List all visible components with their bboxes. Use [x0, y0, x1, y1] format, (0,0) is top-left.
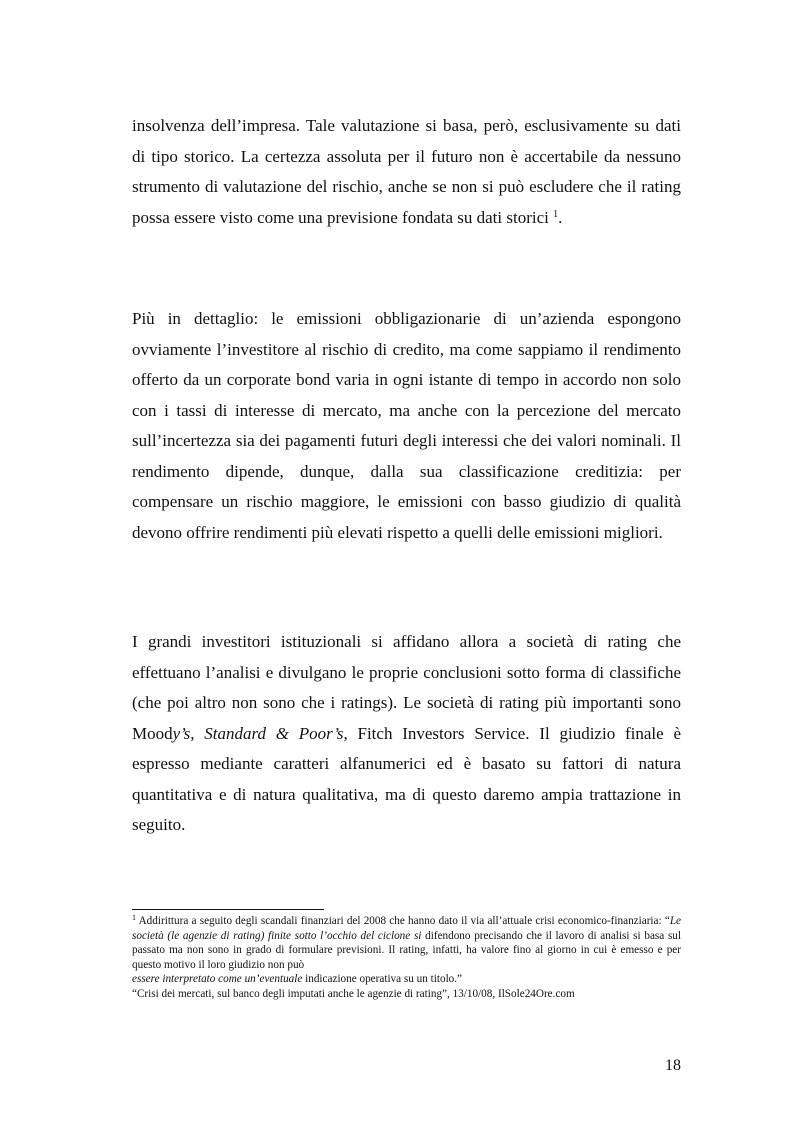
footnote-number: 1: [132, 913, 136, 922]
footnote-separator: [132, 909, 324, 910]
footnote-1: $^1$ Addirittura a seguito degli scandali finanziari del 2008 che hanno dato il via all’attuale crisi economico-finanziaria: “Le società (le agenzie di rating) finite sotto l’occhio del ciclone si difendono precisando che il lavoro di analisi si basa sul passato ma non sono in grado di formulare previsioni. Il rating, infatti, ha valore fino al giorno in cui è emesso e per questo motivo il loro giudizio non può essere interpretato come un’eventuale indicazione operativa su un titolo.” “Crisi dei mercati, sul banco degli imputati anche le agenzie di rating”, 13/10/08, IlSole24Ore.com: [132, 913, 681, 1000]
page-number: 18: [665, 1057, 681, 1074]
paragraph-2: Più in dettaglio: le emissioni obbligazionarie di un’azienda espongono ovviamente l’investitore al rischio di credito, ma come sappiamo il rendimento offerto da un corporate bond varia in ogni istante di tempo in accordo non solo con i tassi di interesse di mercato, ma anche con la percezione del mercato sull’incertezza sia dei pagamenti futuri degli interessi che dei valori nominali. Il rendimento dipende, dunque, dalla sua classificazione creditizia: per compensare un rischio maggiore, le emissioni con basso giudizio di qualità devono offrire rendimenti più elevati rispetto a quelli delle emissioni migliori.: [132, 309, 681, 542]
paragraph-1: insolvenza dell’impresa. Tale valutazione si basa, però, esclusivamente su dati di tipo storico. La certezza assoluta per il futuro non è accertabile da nessuno strumento di valutazione del rischio, anche se non si può escludere che il rating possa essere visto come una previsione fondata su dati storici $^1$.: [132, 116, 681, 227]
footnote-source: “Crisi dei mercati, sul banco degli imputati anche le agenzie di rating”, 13/10/08, IlSole24Ore.com: [132, 987, 575, 1000]
footnote-ref[interactable]: 1: [553, 208, 559, 220]
paragraph-3: I grandi investitori istituzionali si affidano allora a società di rating che effettuano l’analisi e divulgano le proprie conclusioni sotto forma di classifiche (che poi altro non sono che i ratings). Le società di rating più importanti sono Moody’s, Standard & Poor’s, Fitch Investors Service. Il giudizio finale è espresso mediante caratteri alfanumerici ed è basato su fattori di natura quantitativa e di natura qualitativa, ma di questo daremo ampia trattazione in seguito.: [132, 632, 681, 834]
agency-names-italic: y’s, Standard & Poor’s,: [172, 723, 348, 743]
